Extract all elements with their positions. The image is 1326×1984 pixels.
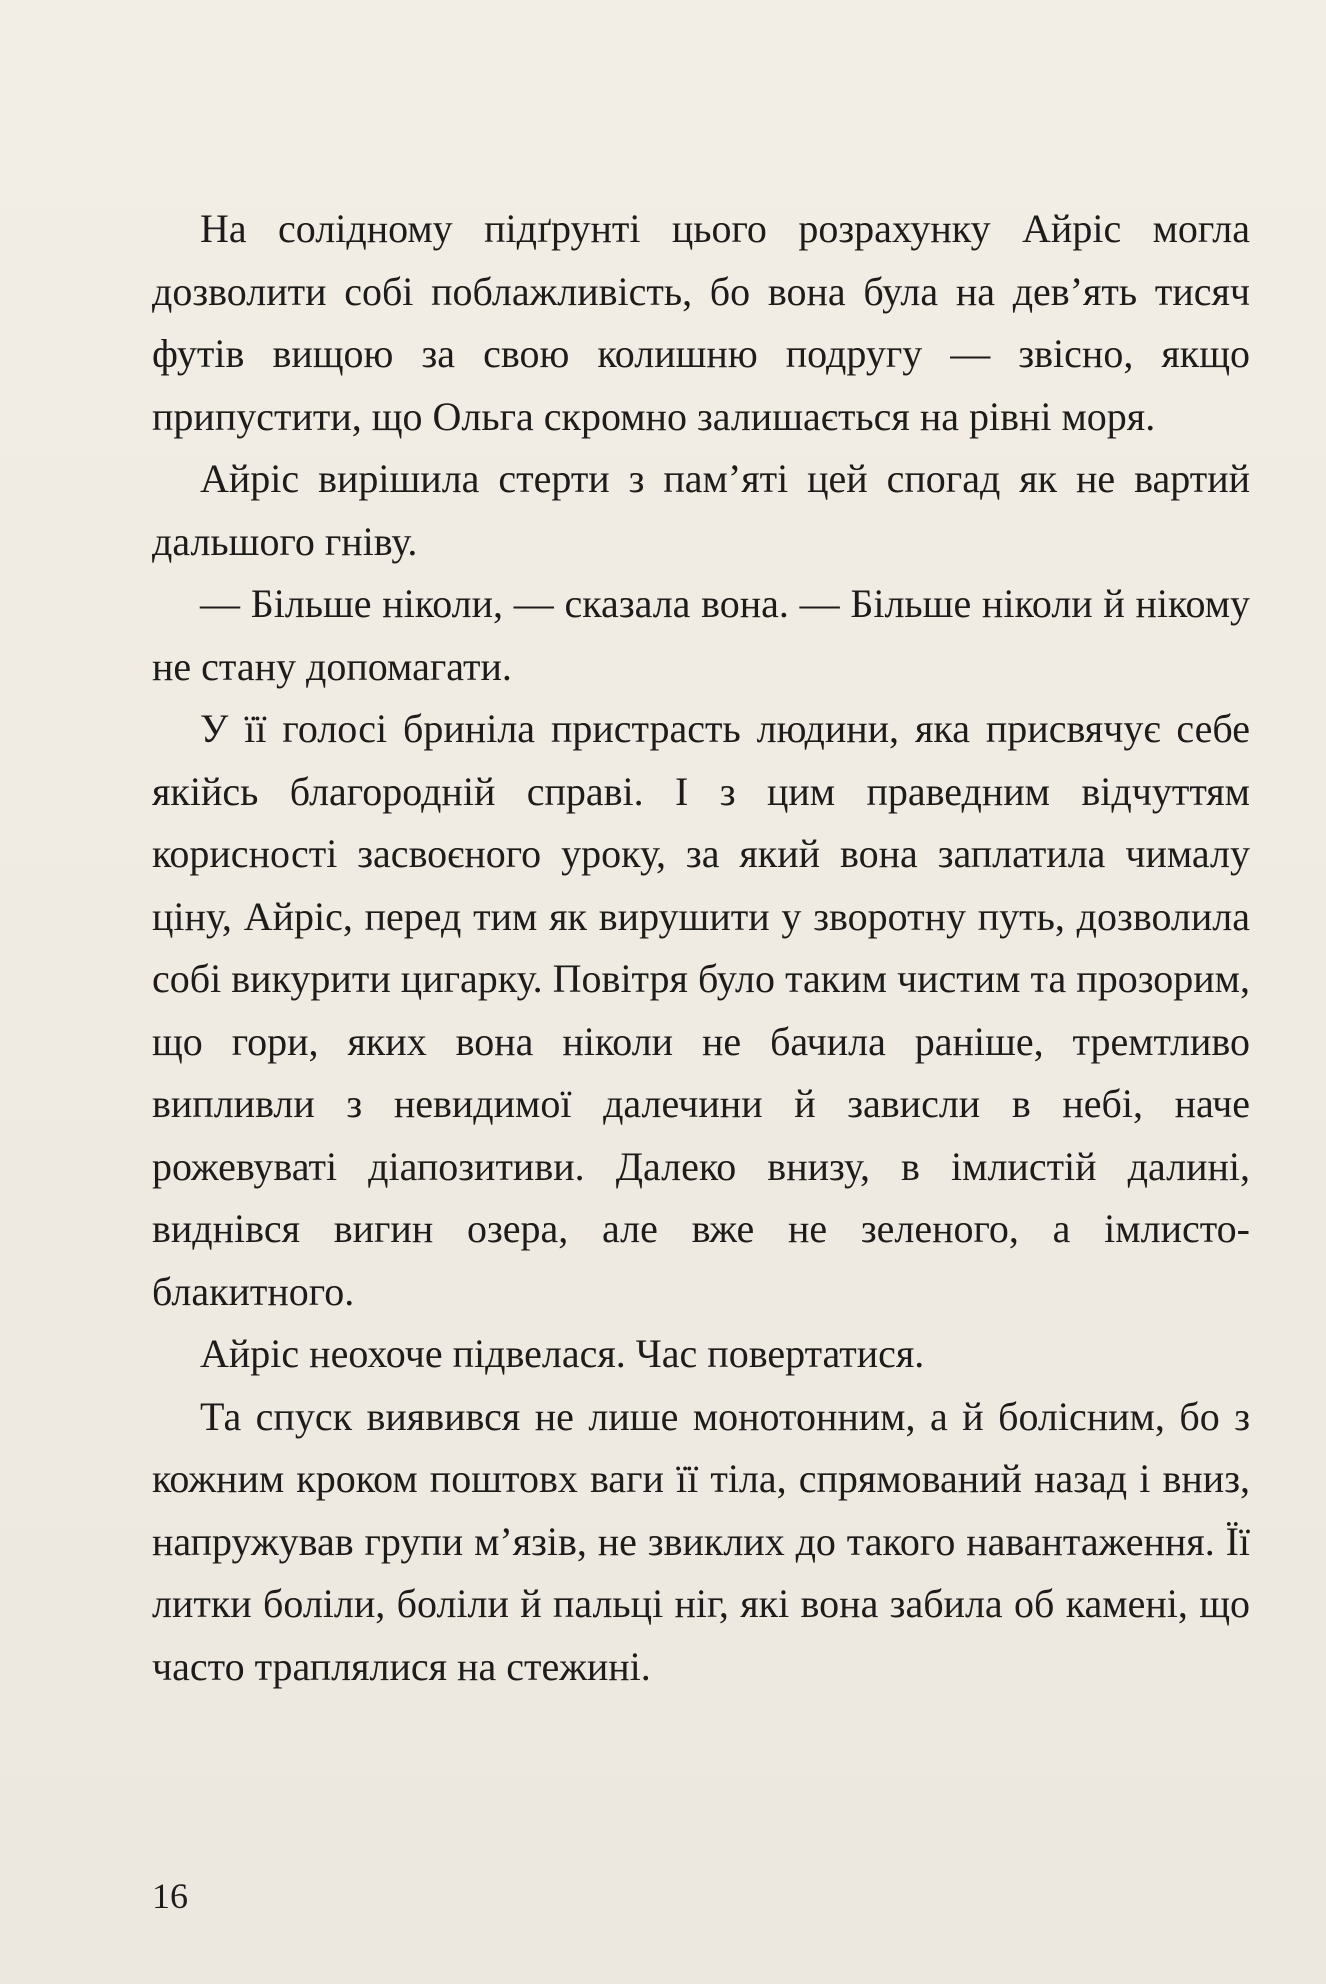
paragraph-5: Айріс неохоче підвелася. Час повертатися. — [200, 1331, 925, 1376]
body-text — [152, 198, 1250, 1698]
paragraph-1: На солідному підґрунті цього розрахунку Айріс могла дозволити собі поблажливість, бо вона була на дев’ять тисяч футів вищою за свою колишню подругу — звісно, якщо припустити, що Ольга скромно залишається на рівні моря. — [152, 206, 1250, 439]
page-number: 16 — [152, 1876, 188, 1916]
paragraph-3: — Більше ніколи, — сказала вона. — Більше ніколи й нікому не стану допомагати. — [152, 581, 1250, 689]
paragraph-4: У її голосі бриніла пристрасть людини, яка присвячує себе якійсь благородній справі. І з цим праведним відчуттям корисності засвоєного уроку, за який вона заплатила чималу ціну, Айріс, перед тим як вирушити у зворотну путь, дозволила собі викурити цигарку. Повітря було таким чистим та прозорим, що гори, яких вона ніколи не бачила раніше, тремтливо випливли з невидимої далечини й зависли в небі, наче рожевуваті діапозитиви. Далеко внизу, в імлистій далині, виднівся вигин озера, але вже не зеленого, а імлисто-блакитного. — [152, 706, 1250, 1314]
paragraph-6: Та спуск виявився не лише монотонним, а й болісним, бо з кожним кроком поштовх ваги її тіла, спрямований назад і вниз, напружував групи м’язів, не звиклих до такого навантаження. Її литки боліли, боліли й пальці ніг, які вона забила об камені, що часто траплялися на стежині. — [152, 1393, 1250, 1689]
paragraph-2: Айріс вирішила стерти з пам’яті цей спогад як не вартий дальшого гніву. — [152, 456, 1250, 564]
